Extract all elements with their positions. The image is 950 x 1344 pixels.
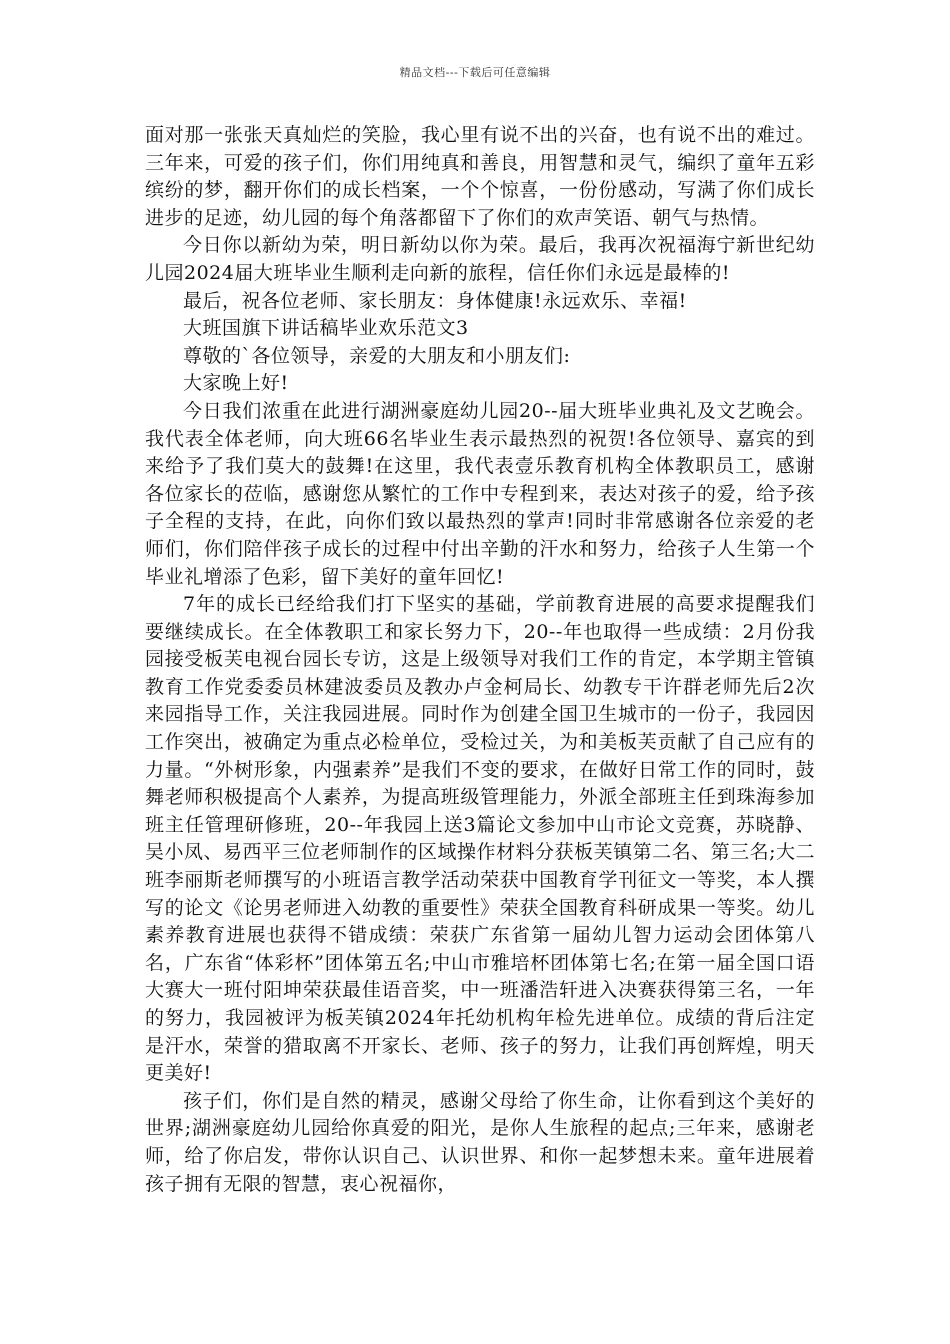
page-header: 精品文档---下载后可任意编辑	[399, 66, 551, 79]
paragraph: 面对那一张张天真灿烂的笑脸，我心里有说不出的兴奋，也有说不出的难过。三年来，可爱的孩子们，你们用纯真和善良，用智慧和灵气，编织了童年五彩缤纷的梦，翻开你们的成长档案，一个个惊喜，一份份感动，写满了你们成长进步的足迹，幼儿园的每个角落都留下了你们的欢声笑语、朝气与热情。	[145, 124, 815, 229]
paragraph: 最后，祝各位老师、家长朋友：身体健康!永远欢乐、幸福!	[183, 289, 687, 312]
greeting: 大家晚上好!	[183, 372, 289, 395]
paragraph: 今日我们浓重在此进行湖洲豪庭幼儿园20--届大班毕业典礼及文艺晚会。我代表全体老师，向大班66名毕业生表示最热烈的祝贺!各位领导、嘉宾的到来给予了我们莫大的鼓舞!在这里，我代表壹乐教育机构全体教职员工，感谢各位家长的莅临，感谢您从繁忙的工作中专程到来，表达对孩子的爱，给予孩子全程的支持，在此，向你们致以最热烈的掌声!同时非常感谢各位亲爱的老师们，你们陪伴孩子成长的过程中付出辛勤的汗水和努力，给孩子人生第一个毕业礼增添了色彩，留下美好的童年回忆!	[145, 399, 815, 588]
document-body	[145, 122, 815, 1198]
paragraph: 今日你以新幼为荣，明日新幼以你为荣。最后，我再次祝福海宁新世纪幼儿园2024届大班毕业生顺利走向新的旅程，信任你们永远是最棒的!	[145, 234, 815, 284]
paragraph: 孩子们，你们是自然的精灵，感谢父母给了你生命，让你看到这个美好的世界;湖洲豪庭幼儿园给你真爱的阳光，是你人生旅程的起点;三年来，感谢老师，给了你启发，带你认识自己、认识世界、和你一起梦想未来。童年进展着孩子拥有无限的智慧，衷心祝福你，	[145, 1089, 815, 1195]
paragraph: 7年的成长已经给我们打下坚实的基础，学前教育进展的高要求提醒我们要继续成长。在全体教职工和家长努力下，20--年也取得一些成绩：2月份我园接受板芙电视台园长专访，这是上级领导对我们工作的肯定，本学期主管镇教育工作党委委员林建波委员及教办卢金柯局长、幼教专干许群老师先后2次来园指导工作，关注我园进展。同时作为创建全国卫生城市的一份子，我园因工作突出，被确定为重点必检单位，受检过关，为和美板芙贡献了自己应有的力量。“外树形象，内强素养”是我们不变的要求，在做好日常工作的同时，鼓舞老师积极提高个人素养，为提高班级管理能力，外派全部班主任到珠海参加班主任管理研修班，20--年我园上送3篇论文参加中山市论文竞赛，苏晓静、吴小凤、易西平三位老师制作的区域操作材料分获板芙镇第二名、第三名;大二班李丽斯老师撰写的小班语言教学活动荣获中国教育学刊征文一等奖，本人撰写的论文《论男老师进入幼教的重要性》荣获全国教育科研成果一等奖。幼儿素养教育进展也获得不错成绩：荣获广东省第一届幼儿智力运动会团体第八名，广东省“体彩杯”团体第五名;中山市雅培杯团体第七名;在第一届全国口语大赛大一班付阳坤荣获最佳语音奖，中一班潘浩轩进入决赛获得第三名，一年的努力，我园被评为板芙镇2024年托幼机构年检先进单位。成绩的背后注定是汗水，荣誉的猎取离不开家长、老师、孩子的努力，让我们再创辉煌，明天更美好!	[145, 593, 815, 1085]
salutation: 尊敬的`各位领导，亲爱的大朋友和小朋友们:	[183, 344, 571, 367]
section-title: 大班国旗下讲话稿毕业欢乐范文3	[183, 317, 469, 340]
